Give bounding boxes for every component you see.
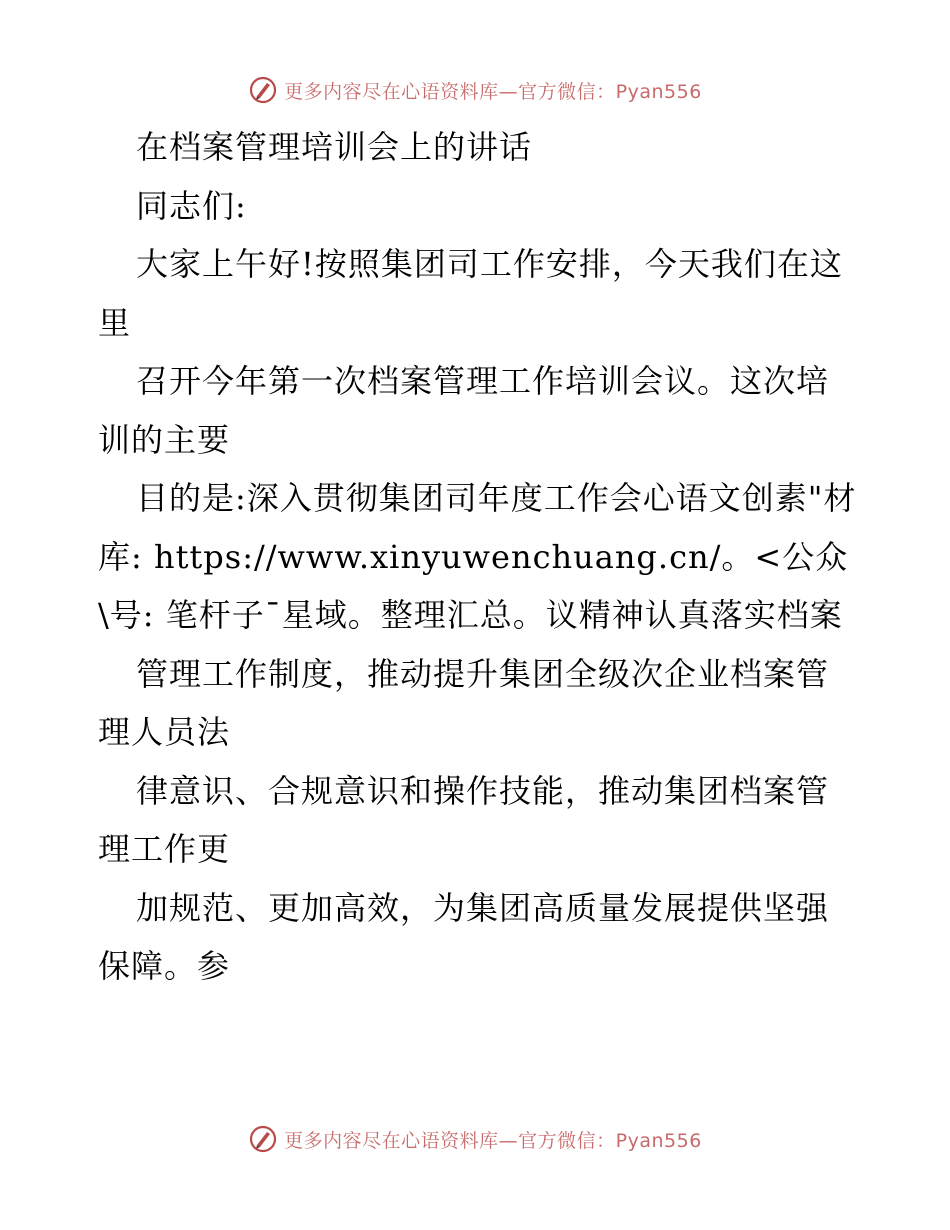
body-line: 律意识、合规意识和操作技能，推动集团档案管理工作更	[98, 771, 830, 868]
greeting: 同志们:	[136, 186, 247, 225]
body-line: 管理工作制度，推动提升集团全级次企业档案管理人员法	[98, 654, 830, 751]
document-body	[98, 118, 858, 996]
footer-banner-text: 更多内容尽在心语资料库—官方微信：Pyan556	[284, 1129, 702, 1152]
header-banner	[0, 70, 950, 110]
pen-logo-icon	[248, 1124, 278, 1154]
pen-logo-icon	[248, 75, 278, 105]
body-line: 加规范、更加高效，为集团高质量发展提供坚强保障。参	[98, 888, 830, 985]
body-line: 召开今年第一次档案管理工作培训会议。这次培训的主要	[98, 362, 830, 459]
body-line: 目的是:深入贯彻集团司年度工作会心语文创素"材库: https://www.xinyuwenchuang.cn/。<公众\号: 笔杆子¯星域。整理汇总。议精神认真落实档案	[98, 479, 857, 634]
footer-banner	[0, 1119, 950, 1159]
header-banner-text: 更多内容尽在心语资料库—官方微信：Pyan556	[284, 80, 702, 103]
document-title: 在档案管理培训会上的讲话	[136, 128, 533, 166]
body-line: 大家上午好!按照集团司工作安排，今天我们在这里	[98, 245, 843, 342]
